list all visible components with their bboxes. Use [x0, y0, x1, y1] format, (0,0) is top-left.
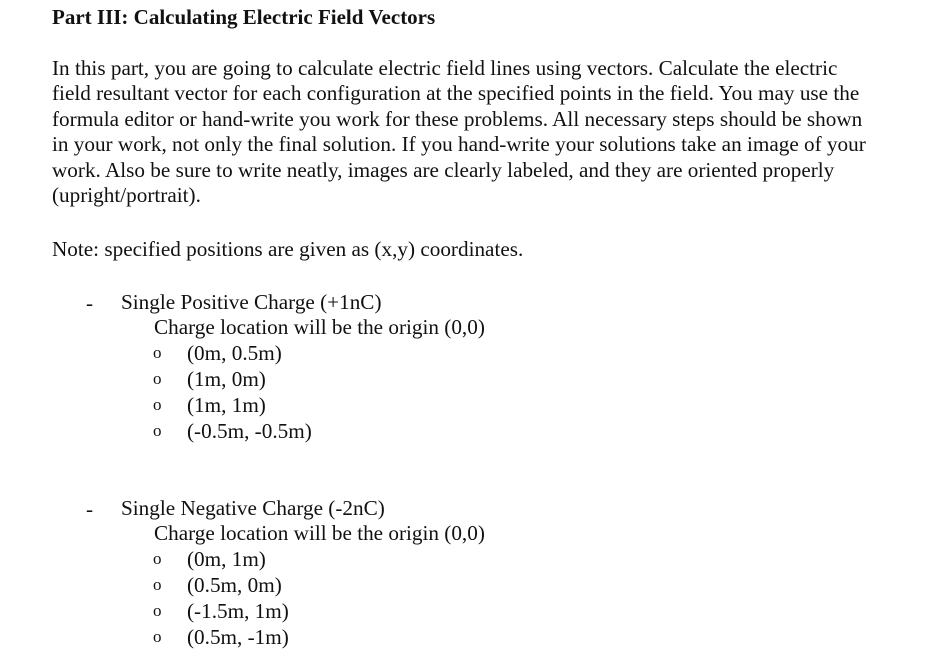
charge-location: Charge location will be the origin (0,0): [154, 315, 485, 339]
list-item: [0, 418, 944, 444]
bullet-icon: o: [153, 421, 162, 440]
section-heading: Part III: Calculating Electric Field Vectors: [52, 5, 436, 29]
field-point: (0.5m, -1m): [187, 625, 289, 649]
bullet-icon: o: [153, 369, 162, 388]
bullet-icon: o: [153, 343, 162, 362]
bullet-icon: o: [153, 627, 162, 646]
field-point: (0m, 0.5m): [187, 341, 282, 365]
field-point: (1m, 0m): [187, 367, 266, 391]
field-point: (0m, 1m): [187, 547, 266, 571]
intro-paragraph: [52, 56, 932, 208]
list-item: [0, 340, 944, 366]
list-item: [0, 598, 944, 624]
bullet-icon: o: [153, 575, 162, 594]
intro-line: In this part, you are going to calculate electric field lines using vectors. Calculate the electric: [52, 56, 838, 80]
field-point: (1m, 1m): [187, 393, 266, 417]
list-dash: -: [86, 291, 94, 315]
list-item: [0, 366, 944, 392]
intro-line: in your work, not only the final solution. If you hand-write your solutions take an image of your: [52, 132, 866, 157]
intro-line: (upright/portrait).: [52, 183, 201, 208]
intro-line: field resultant vector for each configuration at the specified points in the field. You may use the: [52, 81, 860, 106]
list-item: [0, 572, 944, 598]
list-item: [0, 546, 944, 572]
coordinates-note: Note: specified positions are given as (x,y) coordinates.: [52, 237, 524, 261]
intro-line: formula editor or hand-write you work for these problems. All necessary steps should be shown: [52, 106, 863, 131]
field-point: (-0.5m, -0.5m): [187, 419, 312, 443]
bullet-icon: o: [153, 549, 162, 568]
bullet-icon: o: [153, 395, 162, 414]
field-point: (-1.5m, 1m): [187, 599, 289, 623]
list-item: [0, 392, 944, 418]
charge-location: Charge location will be the origin (0,0): [154, 521, 485, 545]
configuration-title: Single Negative Charge (-2nC): [121, 496, 385, 520]
intro-line: work. Also be sure to write neatly, images are clearly labeled, and they are oriented properly: [52, 157, 835, 182]
list-item: [0, 624, 944, 650]
bullet-icon: o: [153, 601, 162, 620]
field-point: (0.5m, 0m): [187, 573, 282, 597]
configuration-title: Single Positive Charge (+1nC): [121, 290, 382, 314]
list-dash: -: [86, 497, 94, 521]
